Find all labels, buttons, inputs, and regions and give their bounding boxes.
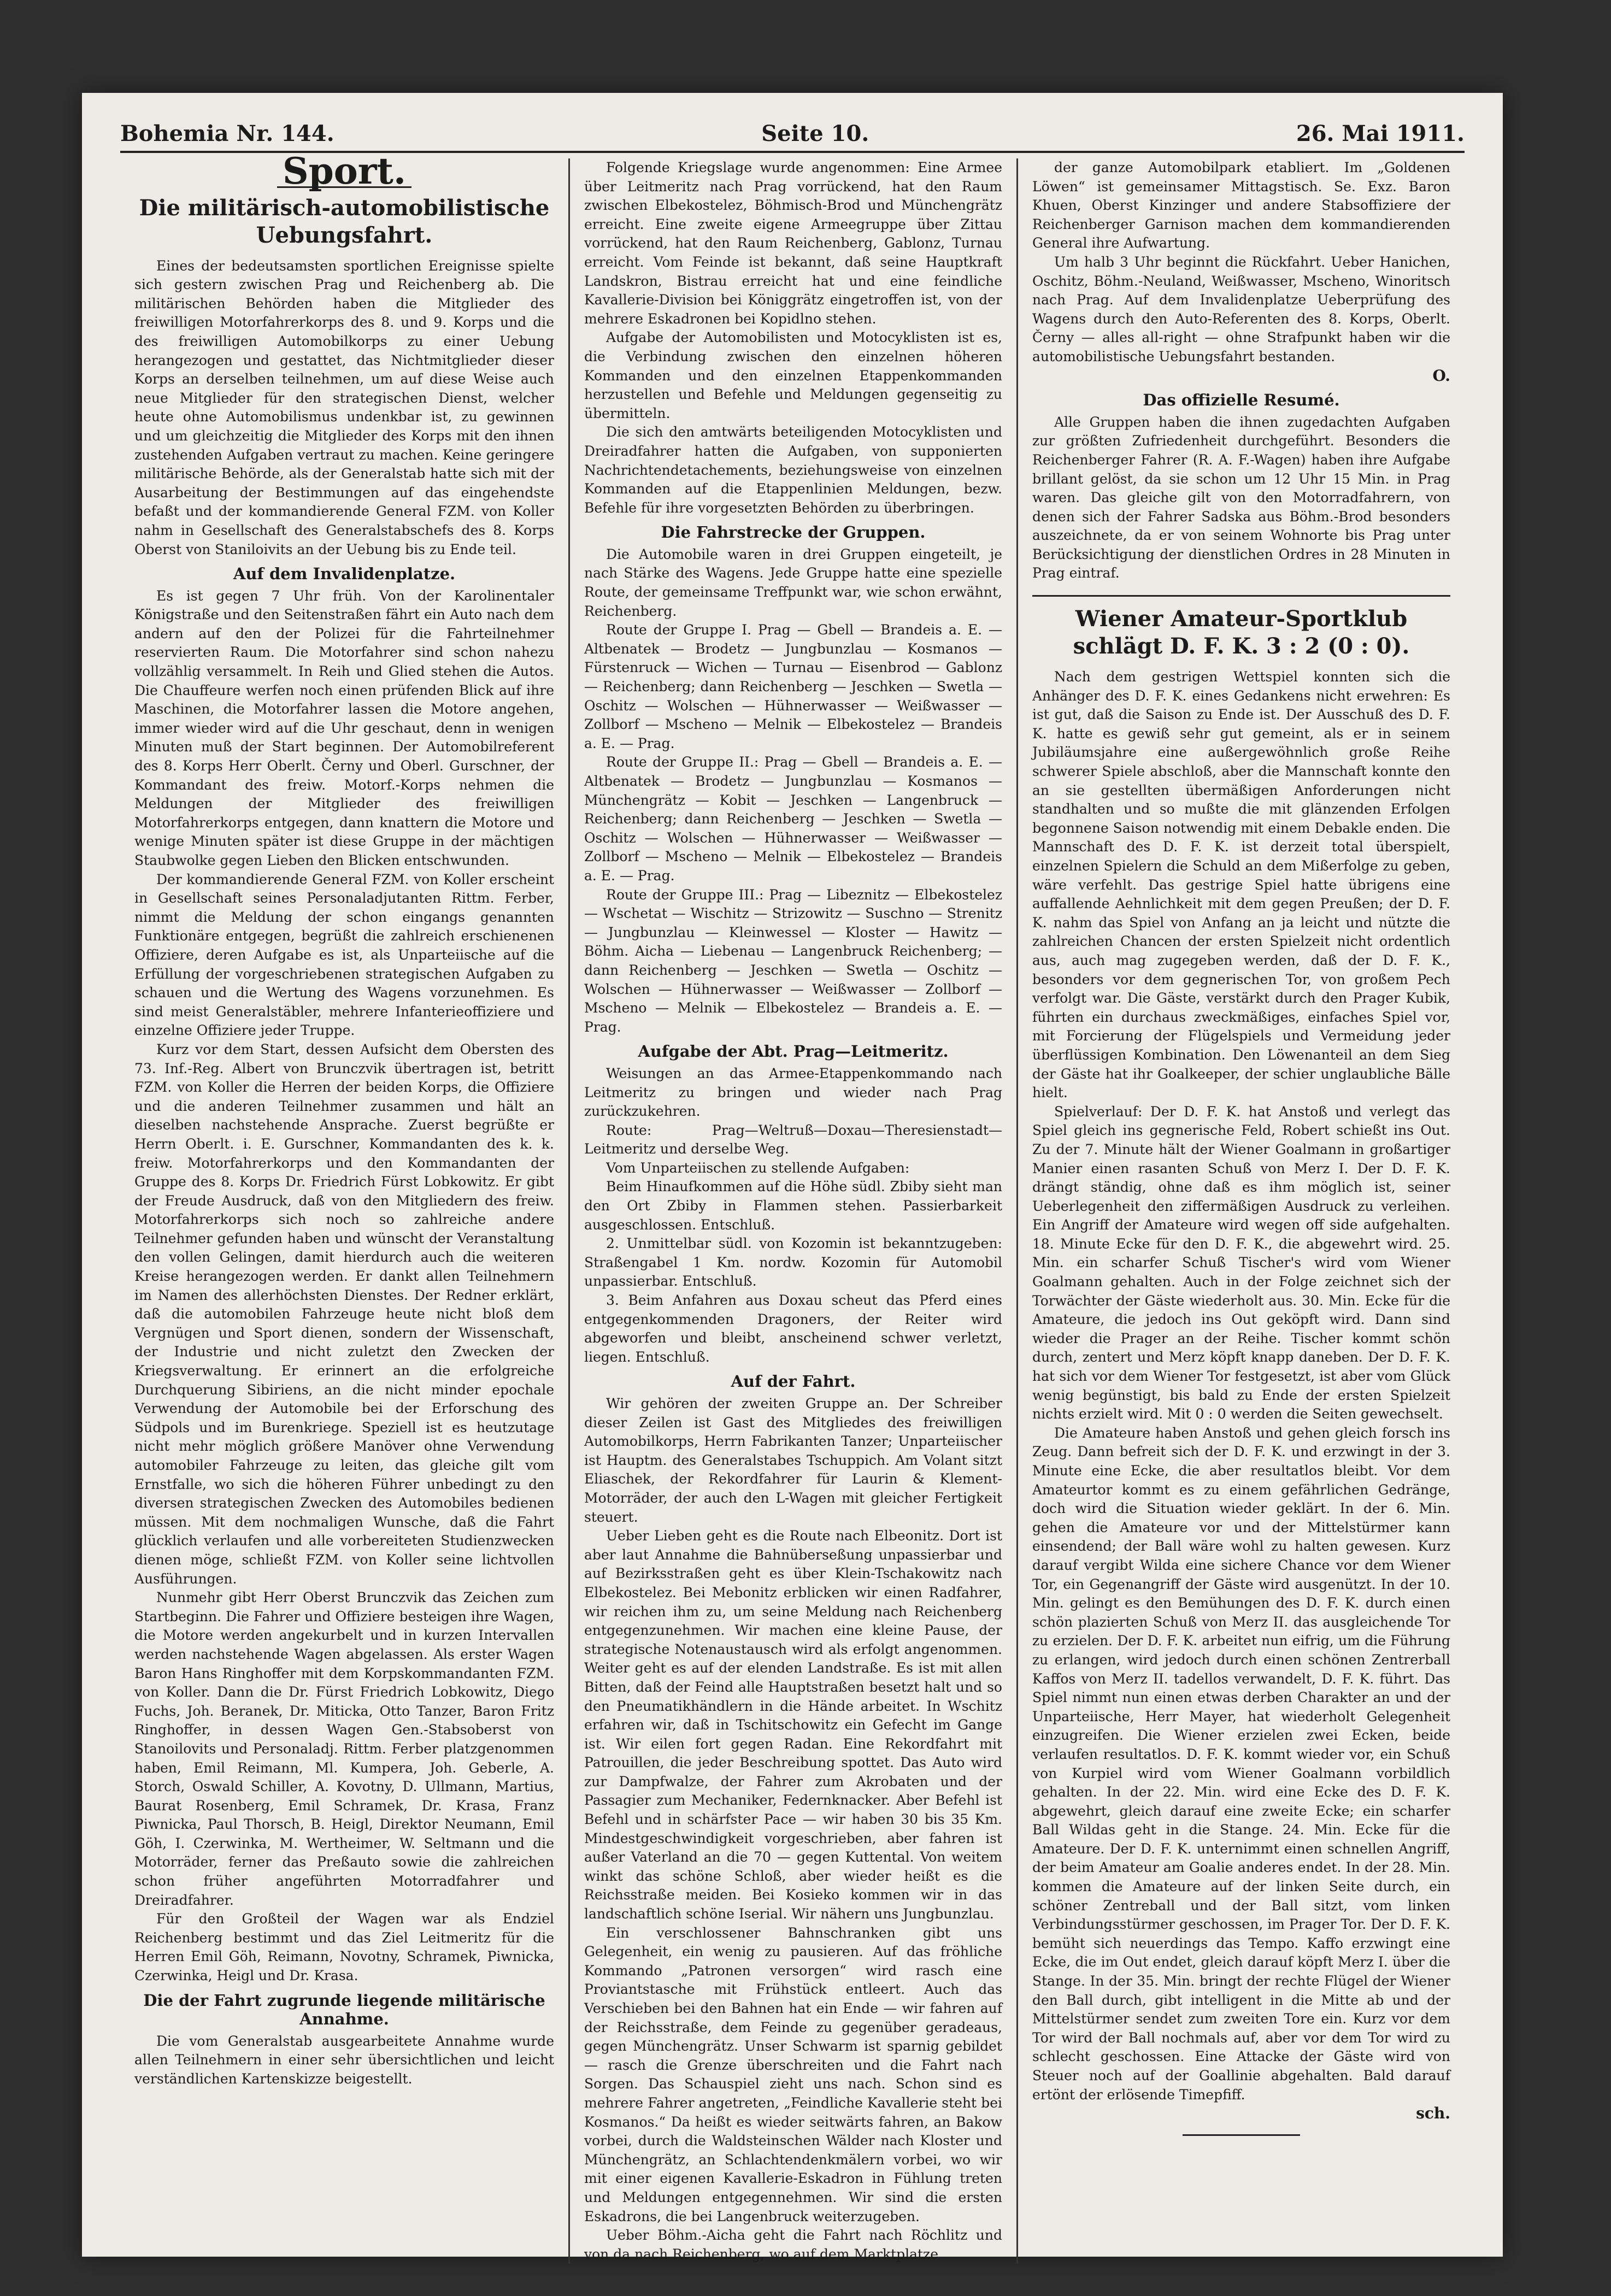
paragraph: Ueber Lieben geht es die Route nach Elbeonitz. Dort ist aber laut Annahme die Bahnüberseßung unpassierbar und auf Bezirksstraßen geht es über Klein-Tschakowitz nach Elbekostelez. Bei Mebonitz erblicken wir einen Radfahrer, wir reichen ihm zu, um seine Meldung nach Reichenberg entgegenzunehmen. Wir machen eine kleine Pause, der strategische Notenaustausch wird als erfolgt angenommen. Weiter geht es auf der elenden Landstraße. Es ist mit allen Bitten, daß der Feind alle Hauptstraßen besetzt halt und so den Pneumatikhändlern in die Hände arbeitet. In Wschitz erfahren wir, daß in Tschitschowitz ein Gefecht im Gange ist. Wir eilen fort gegen Radan. Eine Rekordfahrt mit Patrouillen, die jeder Beschreibung spottet. Das Auto wird zur Dampfwalze, der Fahrer zum Akrobaten und der Passagier zum Mechaniker, Federnknacker. Aber Befehl ist Befehl und in schärfster Pace — wir haben 30 bis 35 Km. Mindestgeschwindigkeit vorgeschrieben, aber fahren ist außer Vaterland an die 70 — gegen Kuttental. Von weitem winkt das schöne Schloß, aber wieder heißt es die Reichsstraße meiden. Bei Kosieko kommen wir in das landschaftlich schöne Iserial. Wir nähern uns Jungbunzlau. [584,1528,1002,1922]
column-2 [568,158,1016,2264]
subheading: Auf dem Invalidenplatze. [233,564,456,584]
paragraph: Die Automobile waren in drei Gruppen eingeteilt, je nach Stärke des Wagens. Jede Gruppe hatte eine spezielle Route, der gemeinsame Treffpunkt war, wie schon erwähnt, Reichenberg. [584,546,1002,619]
paragraph: Folgende Kriegslage wurde angenommen: Eine Armee über Leitmeritz nach Prag vorrückend, hat den Raum zwischen Elbekostelez, Böhmisch-Brod und Münchengrätz erreicht. Eine zweite eigene Armeegruppe über Zittau vorrückend, hat den Raum Reichenberg, Gablonz, Turnau erreicht. Vom Feinde ist bekannt, daß seine Hauptkraft Landskron, Bistrau erreicht hat und eine feindliche Kavallerie-Division bei Königgrätz eingetroffen ist, von der mehrere Eskadronen bei Kopidlno stehen. [584,160,1002,327]
header-issue: Bohemia Nr. 144. [120,121,334,146]
paragraph: Kurz vor dem Start, dessen Aufsicht dem Obersten des 73. Inf.-Reg. Albert von Brunczvik übertragen ist, betritt FZM. von Koller die Herren der beiden Korps, die Offiziere und die anderen Teilnehmer zusammen und hält an dieselben nachstehende Ansprache. Zuerst begrüßte er Herrn Oberlt. i. E. Gurschner, Kommandanten des k. k. freiw. Motorfahrerkorps und den Kommandanten der Gruppe des 8. Korps Dr. Friedrich Fürst Lobkowitz. Er gibt der Freude Ausdruck, daß von den Mitgliedern des freiw. Motorfahrerkorps sich noch so zahlreiche andere Teilnehmer gefunden haben und wünscht der Veranstaltung den vollen Gelingen, damit hierdurch auch die weiteren Kreise herangezogen werden. Er dankt allen Teilnehmern im Namen des allerhöchsten Dienstes. Der Redner erklärt, daß die automobilen Fahrzeuge heute nicht bloß dem Vergnügen und Sport dienen, sondern der Wissenschaft, der Industrie und nicht zuletzt den Zwecken der Kriegsverwaltung. Er erinnert an die erfolgreiche Durchquerung Sibiriens, an die nicht minder epochale Verwendung der Automobile bei der Erforschung des Südpols und im Burenkriege. Speziell ist es heutzutage nicht mehr möglich größere Manöver ohne Verwendung automobiler Fahrzeuge zu leiten, das gleiche gilt vom Ernstfalle, wo sich die höheren Führer unbedingt zu den diversen strategischen Zwecken des Automobiles bedienen müssen. Mit dem nochmaligen Wunsche, daß die Fahrt glücklich verlaufen und alle vorbereiteten Studienzwecken dienen möge, schließt FZM. von Koller seine lichtvollen Ausführungen. [134,1041,554,1587]
newspaper-page [82,93,1503,2262]
route-paragraph: Route der Gruppe II.: Prag — Gbell — Brandeis a. E. — Altbenatek — Brodetz — Jungbunzlau — Kosmanos — Münchengrätz — Kobit — Jeschken — Langenbruck — Reichenberg; dann Reichenberg — Jeschken — Swetla — Oschitz — Wolschen — Hühnerwasser — Weißwasser — Zollborf — Mscheno — Melnik — Elbekostelez — Brandeis a. E. — Prag. [584,754,1002,884]
paragraph: Aufgabe der Automobilisten und Motocyklisten ist es, die Verbindung zwischen den einzelnen höheren Kommanden und den einzelnen Etappenkommanden herzustellen und Befehle und Meldungen gegenseitig zu übermitteln. [584,329,1002,421]
column-3 [1016,158,1465,2264]
paragraph: Nunmehr gibt Herr Oberst Brunczvik das Zeichen zum Startbeginn. Die Fahrer und Offiziere besteigen ihre Wagen, die Motore werden angekurbelt und in kurzen Intervallen werden nachstehende Wagen abgelassen. Als erster Wagen Baron Hans Ringhoffer mit dem Korpskommandanten FZM. von Koller. Dann die Dr. Fürst Friedrich Lobkowitz, Diego Fuchs, Joh. Beranek, Dr. Miticka, Otto Tanzer, Baron Fritz Ringhoffer, in dessen Wagen Gen.-Stabsoberst von Stanoilovits und Personaladj. Rittm. Ferber platzgenommen haben, Emil Reimann, Ml. Kumpera, Joh. Geberle, A. Storch, Oswald Schiller, A. Kovotny, D. Ullmann, Martius, Baurat Rosenberg, Emil Schramek, Dr. Krasa, Franz Piwnicka, Paul Thorsch, B. Heigl, Direktor Neumann, Emil Göh, I. Czerwinka, M. Wertheimer, W. Seltmann und die Motorräder, ferner das Preßauto sowie die zahlreichen schon früher angeführten Motorradfahrer und Dreiradfahrer. [134,1589,554,1908]
route-paragraph: Route der Gruppe I. Prag — Gbell — Brandeis a. E. — Altbenatek — Brodetz — Jungbunzlau — Kosmanos — Fürstenruck — Wichen — Turnau — Eisenbrod — Gablonz — Reichenberg; dann Reichenberg — Jeschken — Swetla — Oschitz — Wolschen — Hühnerwasser — Weißwasser — Zollborf — Mscheno — Melnik — Elbekostelez — Brandeis a. E. — Prag. [584,622,1002,751]
paragraph: Es ist gegen 7 Uhr früh. Von der Karolinentaler Königstraße und den Seitenstraßen fährt ein Auto nach dem andern auf den der Polizei für die Fahrteilnehmer reservierten Raum. Die Motorfahrer sind schon nahezu vollzählig versammelt. In Reih und Glied stehen die Autos. Die Chauffeure werfen noch einen prüfenden Blick auf ihre Maschinen, die Motorfahrer lassen die Motore angehen, immer wieder wird auf die Uhr geschaut, denn in wenigen Minuten muß der Start beginnen. Der Automobilreferent des 8. Korps Herr Oberlt. Černy und Oberl. Gurschner, der Kommandant des freiw. Motorf.-Korps nehmen die Meldungen der Mitglieder des freiwilligen Motorfahrerkorps entgegen, dann knattern die Motore und wenige Minuten später ist diese Gruppe in der mächtigen Staubwolke gegen Lieben den Blicken entschwunden. [134,587,554,868]
subheading: Aufgabe der Abt. Prag—Leitmeritz. [638,1042,949,1061]
paragraph: Beim Hinaufkommen auf die Höhe südl. Zbiby sieht man den Ort Zbiby in Flammen stehen. Passierbarkeit ausgeschlossen. Entschluß. [584,1179,1002,1233]
paragraph: Die Amateure haben Anstoß und gehen gleich forsch ins Zeug. Dann befreit sich der D. F. K. und erzwingt in der 3. Minute eine Ecke, die aber resultatlos bleibt. Vor dem Amateurtor kommt es zu einem gefährlichen Gedränge, doch wird die Situation wieder geklärt. In der 6. Min. gehen die Amateure vor und der Mittelstürmer kann einsendend; der Ball wäre wohl zu halten gewesen. Kurz darauf vergibt Wilda eine sichere Chance vor dem Wiener Tor, ein Gegenangriff der Gäste wird ausgenützt. In der 10. Min. gelingt es den Bemühungen des D. F. K. durch einen schön plazierten Schuß von Merz II. das ausgleichende Tor zu erzielen. Der D. F. K. arbeitet nun eifrig, um die Führung zu erlangen, wird jedoch durch einen schönen Zentrerball Kaffos von Merz II. tadellos verwandelt, D. F. K. führt. Das Spiel nimmt nun einen etwas derben Charakter an und der Unparteiische, Herr Mayer, hat wiederholt Gelegenheit einzugreifen. Die Wiener erzielen zwei Ecken, beide verlaufen resultatlos. D. F. K. kommt wieder vor, ein Schuß von Kurpiel wird vom Wiener Goalmann vorbildlich gehalten. In der 22. Min. wird eine Ecke des D. F. K. abgewehrt, gleich darauf eine zweite Ecke; ein scharfer Ball Wildas geht in die Stange. 24. Min. Ecke für die Amateure. Der D. F. K. unternimmt einen schnellen Angriff, der beim Amateur am Goalie anderes endet. In der 28. Min. kommen die Amateure auf der linken Seite durch, ein schöner Zentreball und der Ball sitzt, vom linken Verbindungsstürmer geschossen, im Prager Tor. Der D. F. K. bemüht sich neuerdings das Tempo. Kaffo erzwingt eine Ecke, die im Out endet, gleich darauf köpft Merz I. über die Stange. In der 35. Min. bringt der rechte Flügel der Wiener den Ball durch, gibt intelligent in die Mitte ab und der Mittelstürmer sendet zum zweiten Tore ein. Kurz vor dem Tor wird der Ball nochmals auf, aber vor dem Tor wird zu schlecht geschossen. Eine Attacke der Gäste wird von Steuer noch auf der Goallinie abgehalten. Bald darauf ertönt der erlösende Timepfiff. [1032,1424,1450,2103]
paragraph: Für den Großteil der Wagen war als Endziel Reichenberg bestimmt und das Ziel Leitmeritz für die Herren Emil Göh, Reimann, Novotny, Schramek, Piwnicka, Czerwinka, Heigl und Dr. Krasa. [134,1911,554,1984]
article-headline: Die militärisch-automobilistische Uebungsfahrt. [139,195,550,248]
columns [120,150,1465,2262]
section-title: Sport. [282,150,407,192]
subheading: Die der Fahrt zugrunde liegende militärische Annahme. [143,1991,545,2029]
subheading: Das offizielle Resumé. [1143,391,1340,410]
paragraph: Weisungen an das Armee-Etappenkommando nach Leitmeritz zu bringen und wieder nach Prag zurückzukehren. [584,1065,1002,1120]
paragraph: Die sich den amtwärts beteiligenden Motocyklisten und Dreiradfahrer hatten die Aufgaben, von supponierten Nachrichtendetachements, beziehungsweise von einzelnen Kommanden auf die Etappenlinien Meldungen, bezw. Befehle für ihre vorgesetzten Behörden zu überbringen. [584,424,1002,516]
page-header [120,114,1465,153]
paragraph: Eines der bedeutsamsten sportlichen Ereignisse spielte sich gestern zwischen Prag und Reichenberg ab. Die militärischen Behörden haben die Mitglieder des freiwilligen Motorfahrerkorps des 8. und 9. Korps und die des freiwilligen Automobilkorps zu einer Uebung herangezogen und gestattet, das Nichtmitglieder dieser Korps an derselben teilnehmen, um auf diese Weise auch neue Mitglieder für den strategischen Dienst, welcher heute ohne Automobilismus undenkbar ist, zu gewinnen und um gleichzeitig die Mitglieder des Korps mit den ihnen zustehenden Aufgaben vertraut zu machen. Keine geringere militärische Behörde, als der Generalstab hatte sich mit der Ausarbeitung der Bestimmungen auf das eingehendste befaßt und der kommandierende General FZM. von Koller nahm in Gesellschaft des Generalstabschefs des 8. Korps Oberst von Staniloivits an der Uebung bis zu Ende teil. [134,257,554,557]
end-rule [1183,2134,1300,2136]
subheading: Auf der Fahrt. [731,1372,856,1391]
paragraph: Spielverlauf: Der D. F. K. hat Anstoß und verlegt das Spiel gleich ins gegnerische Feld, Robert schießt ins Out. Zu der 7. Minute hält der Wiener Goalmann in großartiger Manier einen rasanten Schuß von Merz I. Der D. F. K. drängt ständig, ohne daß es ihm möglich ist, seiner Ueberlegenheit den ziffermäßigen Ausdruck zu verleihen. Ein Angriff der Amateure wird wegen off side aufgehalten. 18. Minute Ecke für den D. F. K., die abgewehrt wird. 25. Min. ein scharfer Schuß Tischer's wird vom Wiener Goalmann gehalten. Auch in der Folge zeichnet sich der Torwächter der Gäste wiederholt aus. 30. Min. Ecke für die Amateure, die jedoch ins Out geköpft wird. Dann sind wieder die Prager an der Reihe. Tischer kommt schön durch, zentert und Merz köpft knapp daneben. Der D. F. K. hat sich vor dem Wiener Tor festgesetzt, ist aber vom Glück wenig begünstigt, bis bald zu Ende der ersten Spielzeit nichts erzielt wird. Mit 0 : 0 werden die Seiten gewechselt. [1032,1103,1450,1422]
author-signature: O. [1432,366,1450,385]
paragraph: Um halb 3 Uhr beginnt die Rückfahrt. Ueber Hanichen, Oschitz, Böhm.-Neuland, Weißwasser, Mscheno, Winoritsch nach Prag. Auf dem Invalidenplatze Ueberprüfung des Wagens durch den Auto-Referenten des 8. Korps, Oberlt. Černy — alles all-right — ohne Strafpunkt haben wir die automobilistische Uebungsfahrt bestanden. [1032,254,1450,364]
paragraph: Route: Prag—Weltruß—Doxau—Theresienstadt—Leitmeritz und derselbe Weg. [584,1122,1002,1157]
paragraph: Ein verschlossener Bahnschranken gibt uns Gelegenheit, ein wenig zu pausieren. Auf das fröhliche Kommando „Patronen versorgen“ wird rasch eine Proviantstasche mit Frühstück entleert. Auch das Verschieben bei den Bahnen hat ein Ende — wir fahren auf der Reichsstraße, dem Feinde zu gegenüber geradeaus, gegen Münchengrätz. Unser Schwarm ist sparnig gebildet — rasch die Grenze überschreiten und die Fahrt nach Sorgen. Das Schauspiel zieht uns nach. Schon sind es mehrere Fahrer angetreten, „Feindliche Kavallerie steht bei Kosmanos.“ Da heißt es wieder seitwärts fahren, an Bakow vorbei, durch die Waldsteinschen Wälder nach Kloster und Münchengrätz, an Schlachtendenkmälern vorbei, wo wir mit einer eigenen Kavallerie-Eskadron in Fühlung treten und Meldungen entgegennehmen. Wir sind die ersten Eskadrons, die bei Langenbruck weiterzugeben. [584,1924,1002,2224]
paragraph: 2. Unmittelbar südl. von Kozomin ist bekanntzugeben: Straßengabel 1 Km. nordw. Kozomin für Automobil unpassierbar. Entschluß. [584,1235,1002,1290]
paragraph: der ganze Automobilpark etabliert. Im „Goldenen Löwen“ ist gemeinsamer Mittagstisch. Se. Exz. Baron Khuen, Oberst Kinzinger und andere Stabsoffiziere der Reichenberger Garnison machen dem kommandierenden General ihre Aufwartung. [1032,160,1450,251]
header-date: 26. Mai 1911. [1296,121,1465,146]
header-page-number: Seite 10. [761,121,869,146]
paragraph: Alle Gruppen haben die ihnen zugedachten Aufgaben zur größten Zufriedenheit durchgeführt. Besonders die Reichenberger Fahrer (R. A. F.-Wagen) haben ihre Aufgabe brillant gelöst, da sie schon um 12 Uhr 15 Min. in Prag waren. Das gleiche gilt von den Motorradfahrern, von denen sich der Fahrer Sadska aus Böhm.-Brod besonders auszeichnete, da er von seinem Wohnorte bis Prag unter Berücksichtigung der dienstlichen Ordres in 28 Minuten in Prag eintraf. [1032,414,1450,581]
paragraph: Vom Unparteiischen zu stellende Aufgaben: [606,1159,910,1176]
column-1 [120,150,568,2264]
article-headline: Wiener Amateur-Sportklub schlägt D. F. K. 3 : 2 (0 : 0). [1073,606,1410,660]
paragraph: Der kommandierende General FZM. von Koller erscheint in Gesellschaft seines Personaladjutanten Rittm. Ferber, nimmt die Meldung der schon eingangs genannten Funktionäre entgegen, begrüßt die zahlreich erschienenen Offiziere, deren Aufgabe es ist, als Unparteiische auf die Erfüllung der vorgeschriebenen strategischen Aufgaben zu schauen und die Wertung des Wagens vorzunehmen. Es sind meist Generalstäbler, mehrere Infanterieoffiziere und einzelne Offiziere jeder Truppe. [134,871,554,1039]
author-signature: sch. [1416,2104,1450,2123]
paragraph: Die vom Generalstab ausgearbeitete Annahme wurde allen Teilnehmern in einer sehr übersichtlichen und leicht verständlichen Kartenskizze beigestellt. [134,2033,554,2087]
article-divider [1032,595,1450,597]
route-paragraph: Route der Gruppe III.: Prag — Libeznitz — Elbekostelez — Wschetat — Wischitz — Strizowitz — Suschno — Strenitz — Jungbunzlau — Kleinwessel — Kloster — Hawitz — Böhm. Aicha — Liebenau — Langenbruck Reichenberg; — dann Reichenberg — Jeschken — Swetla — Oschitz — Wolschen — Hühnerwasser — Weißwasser — Zollborf — Mscheno — Melnik — Elbekostelez — Brandeis a. E. — Prag. [584,886,1002,1035]
paragraph: Nach dem gestrigen Wettspiel konnten sich die Anhänger des D. F. K. eines Gedankens nicht erwehren: Es ist gut, daß die Saison zu Ende ist. Der Ausschuß des D. F. K. hatte es gewiß sehr gut gemeint, als er in seinem Jubiläumsjahre eine außergewöhnlich große Reihe schwerer Spiele abschloß, aber die Mannschaft konnte den an sie gestellten übermäßigen Anforderungen nicht standhalten und so mußte die mit glänzenden Erfolgen begonnene Saison notwendig mit einem Debakle enden. Die Mannschaft des D. F. K. ist derzeit total überspielt, einzelnen Spielern die Schuld an dem Mißerfolge zu geben, wäre verfehlt. Das gestrige Spiel hatte übrigens eine auffallende Aehnlichkeit mit dem gegen Preußen; der D. F. K. nahm das Spiel von Anfang an ja leicht und nützte die zahlreichen Chancen der ersten Spielzeit nicht ordentlich aus, auch mag zugegeben werden, daß der D. F. K., besonders vor dem gegnerischen Tor, von großem Pech verfolgt war. Die Gäste, verstärkt durch den Prager Kubik, führten ein durchaus zweckmäßiges, einfaches Spiel vor, mit Forcierung der Flügelspiels und Vermeidung jeder überflüssigen Kombination. Den Löwenanteil an dem Sieg der Gäste hat ihr Goalkeeper, der schier unglaubliche Bälle hielt. [1032,669,1450,1101]
subheading: Die Fahrstrecke der Gruppen. [661,523,926,542]
paragraph: Wir gehören der zweiten Gruppe an. Der Schreiber dieser Zeilen ist Gast des Mitgliedes des freiwilligen Automobilkorps, Herrn Fabrikanten Tanzer; Unparteiischer ist Hauptm. des Generalstabes Tschuppich. Am Volant sitzt Eliaschek, der Rekordfahrer für Laurin & Klement-Motorräder, der auch den L-Wagen mit gleicher Fertigkeit steuert. [584,1396,1002,1525]
paragraph: 3. Beim Anfahren aus Doxau scheut das Pferd eines entgegenkommenden Dragoners, der Reiter wird abgeworfen und bleibt, anscheinend schwer verletzt, liegen. Entschluß. [584,1292,1002,1365]
paragraph: Ueber Böhm.-Aicha geht die Fahrt nach Röchlitz und von da nach Reichenberg, wo auf dem Marktplatze [584,2227,1002,2262]
